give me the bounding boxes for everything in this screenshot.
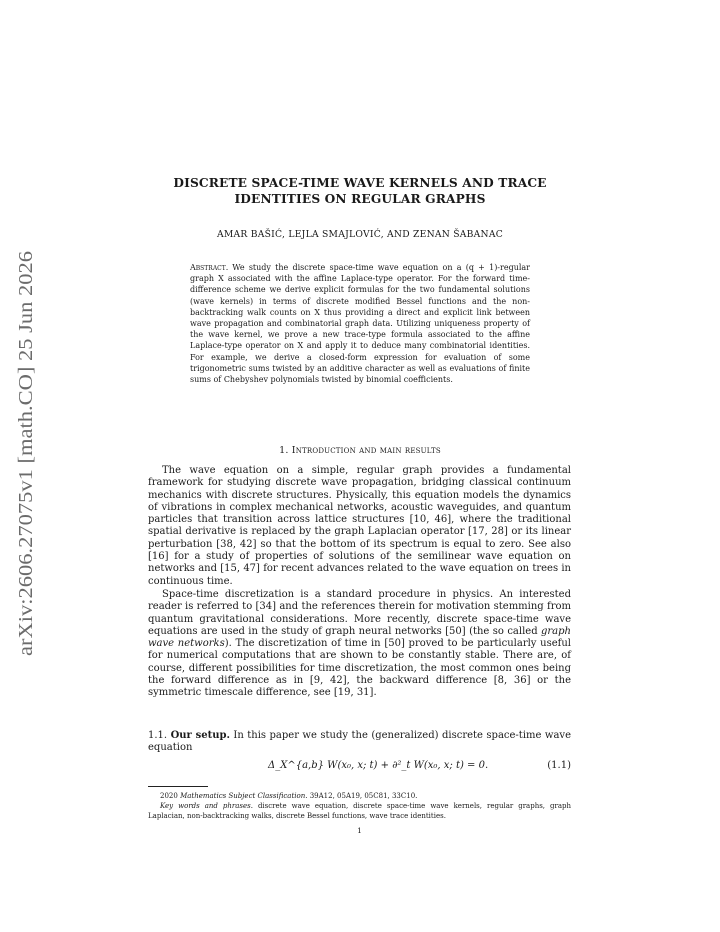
footnote-msc-codes: 39A12, 05A19, 05C81, 33C10. <box>309 792 418 800</box>
intro-paragraph-2-part-1: Space-time discretization is a standard procedure in physics. An interested reader is referred to [34] and the references therein for motivation stemming from quantum gravitational considerations. More recently, discrete space-time wave equations are used in the study of graph neural networks [50] (the so called <box>148 589 571 637</box>
intro-paragraph-2 <box>148 589 571 700</box>
setup-paragraph <box>148 730 571 755</box>
abstract-text: We study the discrete space-time wave equation on a (q + 1)-regular graph X associated with the affine Laplace-type operator. For the forward time-difference scheme we derive explicit formulas for the two fundamental solutions (wave kernels) in terms of discrete modified Bessel functions and the non-backtracking walk counts on X thus providing a direct and explicit link between wave propagation and combinatorial graph data. Utilizing uniqueness property of the wave kernel, we prove a new trace-type formula associated to the affine Laplace-type operator on X and apply it to deduce many combinatorial identities. For example, we derive a closed-form expression for evaluation of some trigonometric sums twisted by an additive character as well as evaluations of finite sums of Chebyshev polynomials twisted by binomial coefficients. <box>190 263 530 385</box>
paper-title-line-1: DISCRETE SPACE-TIME WAVE KERNELS AND TRACE <box>173 176 547 190</box>
footnote-keywords-label: Key words and phrases. <box>160 802 253 810</box>
setup-paragraph-text <box>148 730 571 755</box>
page-number: 1 <box>357 826 362 835</box>
intro-paragraph-1 <box>148 465 571 588</box>
paper-title-line-2: IDENTITIES ON REGULAR GRAPHS <box>234 191 486 206</box>
intro-paragraph-1-text: The wave equation on a simple, regular graph provides a fundamental framework for studying discrete wave propagation, bridging classical continuum mechanics with discrete structures. Physically, this equation models the dynamics of vibrations in complex mechanical networks, acoustic waveguides, and quantum particles that transition across lattice structures [10, 46], where the traditional spatial derivative is replaced by the graph Laplacian operator [17, 28] or its linear perturbation [38, 42] so that the bottom of its spectrum is equal to zero. See also [16] for a study of properties of solutions of the semilinear wave equation on networks and [15, 47] for recent advances related to the wave equation on trees in continuous time. <box>148 465 571 587</box>
arxiv-identifier-text: arXiv:2606.27075v1 [math.CO] 25 Jun 2026 <box>15 287 37 656</box>
paper-authors: AMAR BAŠIĆ, LEJLA SMAJLOVIĆ, AND ZENAN ŠABANAC <box>216 229 504 240</box>
footnotes <box>148 791 571 821</box>
section-heading: 1. Introduction and main results <box>279 445 441 456</box>
footnote-rule <box>148 786 208 787</box>
setup-paragraph-body: In this paper we study the (generalized) discrete space-time wave equation <box>148 730 571 754</box>
footnote-keywords-text: discrete wave equation, discrete space-time wave kernels, regular graphs, graph Laplacian, non-backtracking walks, discrete Bessel functions, wave trace identities. <box>148 802 571 820</box>
paper-title <box>140 176 580 207</box>
footnote-msc <box>148 791 571 801</box>
equation-number: (1.1) <box>547 760 571 771</box>
intro-paragraph-2-text <box>148 589 571 700</box>
equation-body: Δ_X^{a,b} W(x₀, x; t) + ∂²_t W(x₀, x; t) = 0. <box>268 760 489 771</box>
subsection-number: 1.1. <box>148 730 168 741</box>
footnote-msc-label: Mathematics Subject Classification. <box>180 792 308 800</box>
subsection-title: Our setup. <box>170 730 230 741</box>
abstract <box>190 262 530 385</box>
footnote-keywords <box>148 801 571 821</box>
abstract-heading: Abstract. <box>190 263 229 272</box>
footnote-msc-year: 2020 <box>160 792 178 800</box>
equation-1-1 <box>148 760 571 774</box>
intro-paragraph-2-part-2: ). The discretization of time in [50] proved to be particularly useful for numerical computations that are shown to be constantly stable. There are, of course, different possibilities for time discretization, the most common ones being the forward difference as in [9, 42], the backward difference [8, 36] or the symmetric timescale difference, see [19, 31]. <box>148 638 571 699</box>
arxiv-identifier-stamp <box>2 246 42 666</box>
intro-paragraph-2-italic: graph wave networks <box>148 625 571 650</box>
